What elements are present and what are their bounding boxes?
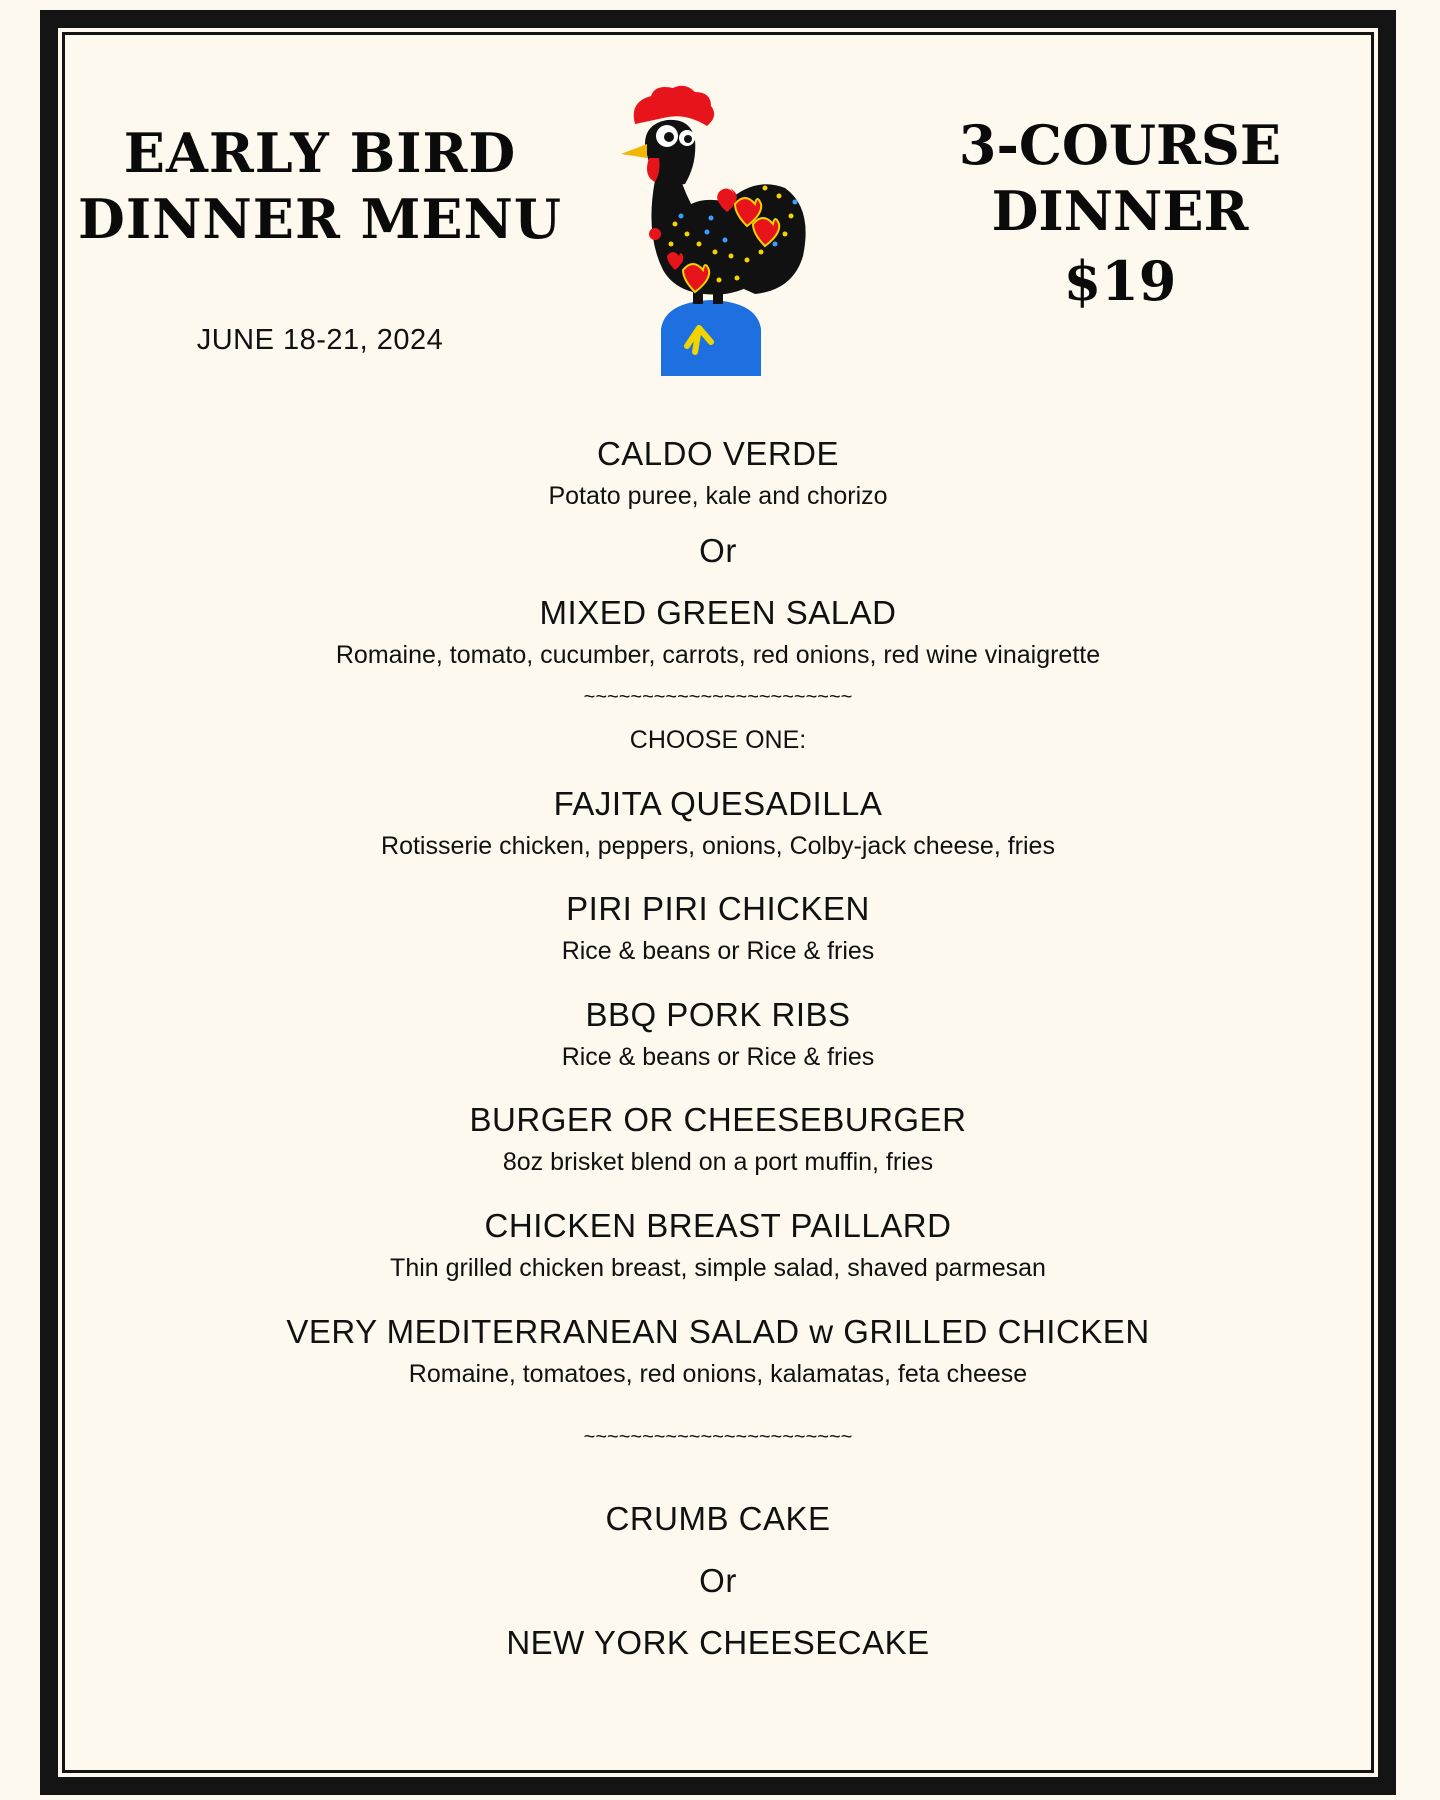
entree-desc: 8oz brisket blend on a port muffin, fries <box>502 1148 934 1176</box>
starter-1-name: CALDO VERDE <box>596 435 840 472</box>
menu-date: JUNE 18-21, 2024 <box>196 324 444 356</box>
entree-desc: Rotisserie chicken, peppers, onions, Colby-jack cheese, fries <box>381 832 1055 860</box>
separator-1: ~~~~~~~~~~~~~~~~~~~~~~~ <box>583 686 853 708</box>
dessert-or: Or <box>699 1562 737 1599</box>
starter-2-desc: Romaine, tomato, cucumber, carrots, red onions, red wine vinaigrette <box>335 641 1101 669</box>
starter-2-name: MIXED GREEN SALAD <box>539 594 897 631</box>
entree-desc: Thin grilled chicken breast, simple salad, shaved parmesan <box>390 1254 1046 1282</box>
starter-or: Or <box>699 532 737 569</box>
offer-line1: 3-COURSE <box>958 113 1282 177</box>
menu-body <box>40 0 1396 1800</box>
entree-desc: Rice & beans or Rice & fries <box>561 1043 875 1071</box>
separator-2: ~~~~~~~~~~~~~~~~~~~~~~~ <box>583 1426 853 1448</box>
menu-title-line1: EARLY BIRD <box>123 121 517 185</box>
offer-line2: DINNER <box>991 179 1249 243</box>
entree-desc: Rice & beans or Rice & fries <box>561 937 875 965</box>
entree-name: FAJITA QUESADILLA <box>553 785 883 822</box>
dessert-1: CRUMB CAKE <box>605 1500 831 1537</box>
entree-name: PIRI PIRI CHICKEN <box>566 890 870 927</box>
entree-name: BBQ PORK RIBS <box>585 996 851 1033</box>
offer-price: $19 <box>1063 249 1177 313</box>
entree-name: VERY MEDITERRANEAN SALAD w GRILLED CHICKEN <box>286 1313 1150 1350</box>
entree-name: BURGER OR CHEESEBURGER <box>469 1101 967 1138</box>
dessert-2: NEW YORK CHEESECAKE <box>506 1624 930 1661</box>
starter-1-desc: Potato puree, kale and chorizo <box>548 482 888 510</box>
entree-name: CHICKEN BREAST PAILLARD <box>484 1207 952 1244</box>
entree-desc: Romaine, tomatoes, red onions, kalamatas, feta cheese <box>408 1360 1028 1388</box>
menu-title-line2: DINNER MENU <box>77 187 563 251</box>
entree-heading: CHOOSE ONE: <box>629 726 807 754</box>
